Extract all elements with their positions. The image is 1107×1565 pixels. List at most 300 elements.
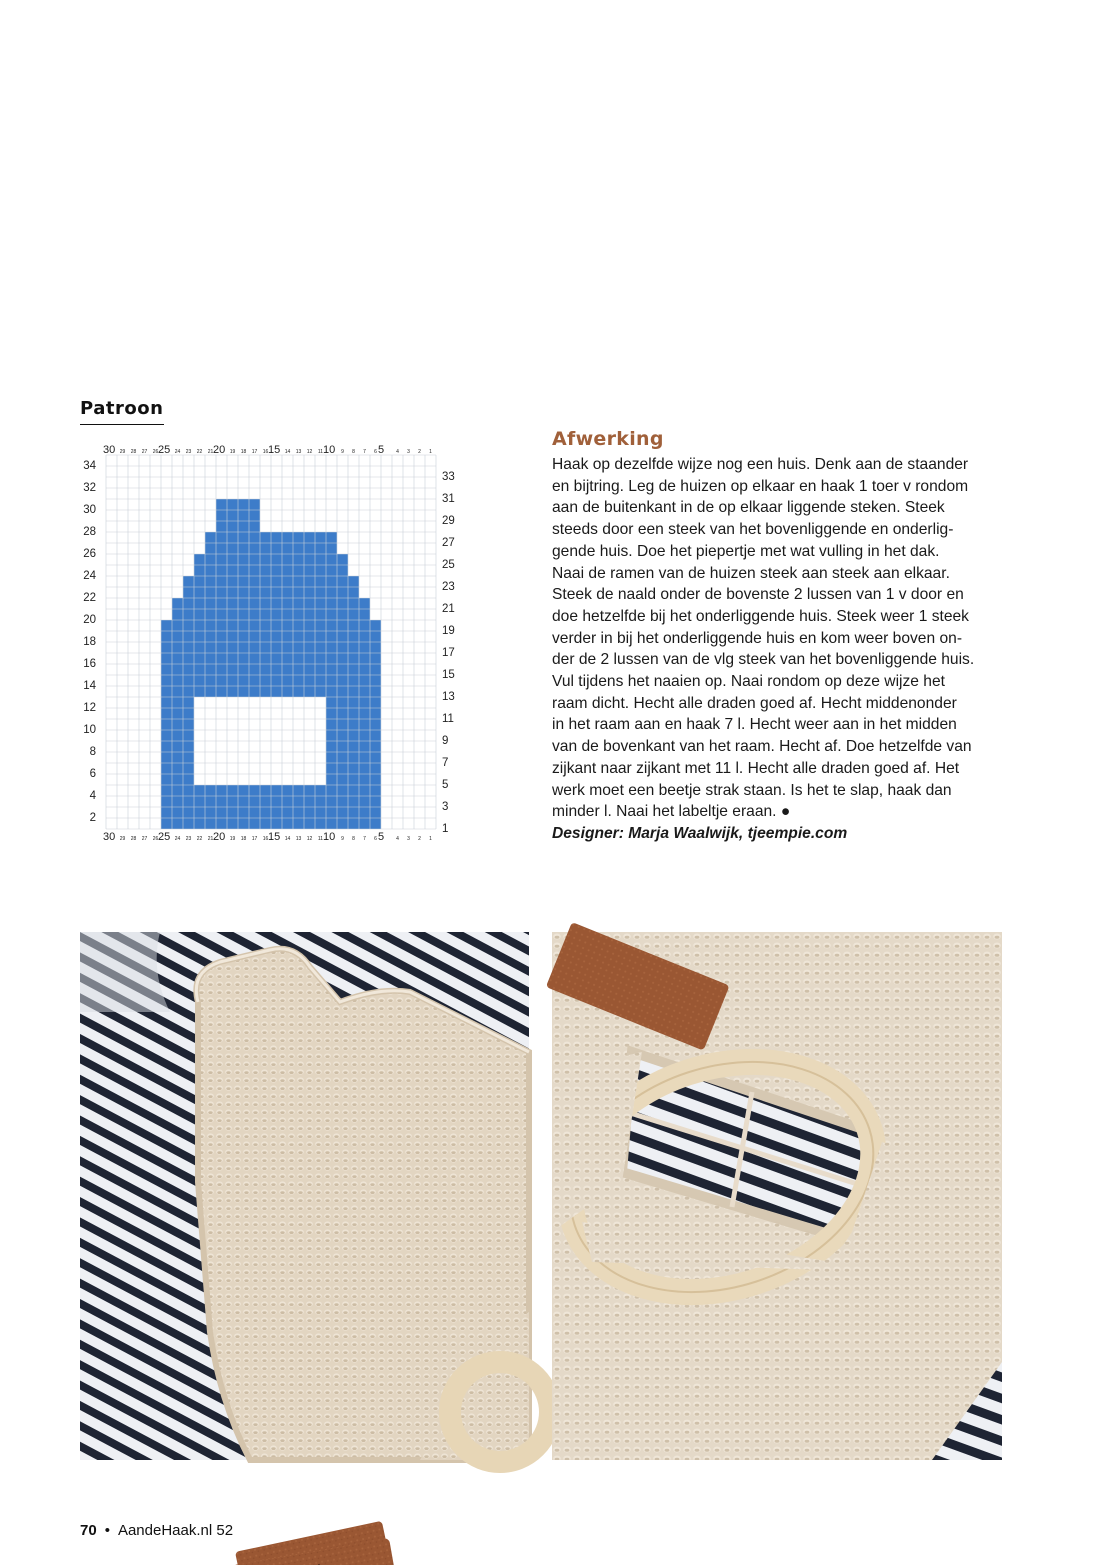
- chart-cell-filled: [161, 620, 172, 631]
- chart-cell-filled: [359, 609, 370, 620]
- instruction-line: gende huis. Doe het piepertje met wat vulling in het dak.: [552, 542, 940, 560]
- chart-cell-filled: [359, 686, 370, 697]
- chart-cell-filled: [172, 752, 183, 763]
- chart-col-label-bottom: 22: [196, 836, 203, 842]
- instruction-line: steeds door een steek van het bovenliggende en onderlig-: [552, 521, 954, 539]
- chart-cell-filled: [326, 587, 337, 598]
- chart-cell-filled: [315, 818, 326, 829]
- chart-cell-filled: [315, 796, 326, 807]
- chart-row-label-right: 25: [442, 558, 455, 571]
- chart-row-label-left: 28: [83, 525, 96, 538]
- chart-cell-filled: [370, 708, 381, 719]
- chart-col-label-top: 5: [378, 444, 385, 456]
- chart-cell-filled: [249, 499, 260, 510]
- chart-cell-filled: [205, 807, 216, 818]
- chart-col-label-bottom: 17: [251, 836, 258, 842]
- chart-cell-filled: [238, 510, 249, 521]
- chart-col-label-bottom: 27: [141, 836, 148, 842]
- chart-col-label-bottom: 21: [207, 836, 214, 842]
- chart-cell-filled: [293, 631, 304, 642]
- chart-cell-filled: [282, 796, 293, 807]
- chart-cell-filled: [238, 664, 249, 675]
- chart-cell-filled: [249, 543, 260, 554]
- chart-cell-filled: [227, 785, 238, 796]
- chart-cell-filled: [304, 664, 315, 675]
- chart-cell-filled: [172, 620, 183, 631]
- chart-cell-filled: [238, 543, 249, 554]
- chart-cell-filled: [260, 653, 271, 664]
- chart-cell-filled: [227, 686, 238, 697]
- chart-cell-filled: [337, 807, 348, 818]
- chart-cell-filled: [337, 598, 348, 609]
- chart-cell-filled: [216, 796, 227, 807]
- chart-cell-filled: [271, 554, 282, 565]
- chart-cell-filled: [172, 631, 183, 642]
- chart-cell-filled: [249, 642, 260, 653]
- chart-cell-filled: [260, 565, 271, 576]
- chart-cell-filled: [161, 807, 172, 818]
- chart-cell-filled: [282, 664, 293, 675]
- chart-cell-filled: [183, 807, 194, 818]
- chart-row-label-left: 30: [83, 503, 96, 516]
- chart-cell-filled: [249, 587, 260, 598]
- chart-cell-filled: [348, 653, 359, 664]
- chart-cell-filled: [348, 631, 359, 642]
- chart-cell-filled: [260, 642, 271, 653]
- chart-cell-filled: [282, 587, 293, 598]
- chart-row-label-left: 12: [83, 701, 96, 714]
- chart-cell-filled: [216, 521, 227, 532]
- chart-cell-filled: [370, 807, 381, 818]
- chart-cell-filled: [260, 609, 271, 620]
- chart-cell-filled: [315, 631, 326, 642]
- chart-cell-filled: [293, 543, 304, 554]
- chart-cell-filled: [304, 587, 315, 598]
- chart-cell-filled: [304, 598, 315, 609]
- chart-cell-filled: [183, 631, 194, 642]
- chart-cell-filled: [216, 543, 227, 554]
- chart-cell-filled: [271, 653, 282, 664]
- chart-cell-filled: [315, 642, 326, 653]
- chart-cell-filled: [293, 565, 304, 576]
- photo-crochet-window-ring: [552, 932, 1002, 1460]
- chart-cell-filled: [293, 620, 304, 631]
- chart-cell-filled: [282, 818, 293, 829]
- chart-cell-filled: [370, 631, 381, 642]
- chart-col-label-bottom: 23: [185, 836, 192, 842]
- chart-cell-filled: [227, 620, 238, 631]
- chart-row-label-left: 22: [83, 591, 96, 604]
- chart-cell-filled: [271, 609, 282, 620]
- chart-cell-filled: [194, 818, 205, 829]
- chart-cell-filled: [216, 609, 227, 620]
- chart-row-label-left: 14: [83, 679, 96, 692]
- chart-cell-filled: [161, 763, 172, 774]
- chart-cell-filled: [348, 609, 359, 620]
- chart-cell-filled: [304, 532, 315, 543]
- chart-cell-filled: [337, 653, 348, 664]
- chart-cell-filled: [260, 796, 271, 807]
- chart-cell-filled: [205, 609, 216, 620]
- chart-cell-filled: [315, 785, 326, 796]
- chart-cell-filled: [326, 664, 337, 675]
- chart-cell-filled: [249, 554, 260, 565]
- chart-cell-filled: [216, 686, 227, 697]
- chart-cell-filled: [249, 818, 260, 829]
- chart-cell-filled: [271, 785, 282, 796]
- chart-cell-filled: [282, 532, 293, 543]
- chart-cell-filled: [337, 587, 348, 598]
- chart-cell-filled: [293, 664, 304, 675]
- chart-cell-filled: [161, 642, 172, 653]
- chart-cell-filled: [326, 807, 337, 818]
- chart-cell-filled: [216, 565, 227, 576]
- chart-cell-filled: [282, 543, 293, 554]
- chart-cell-filled: [227, 587, 238, 598]
- chart-cell-filled: [238, 686, 249, 697]
- chart-cell-filled: [183, 774, 194, 785]
- chart-col-label-top: 4: [396, 449, 399, 455]
- chart-row-label-right: 11: [442, 712, 454, 725]
- chart-cell-filled: [304, 565, 315, 576]
- chart-cell-filled: [260, 785, 271, 796]
- instruction-line: Steek de naald onder de bovenste 2 lussen van 1 v door en: [552, 586, 964, 604]
- chart-cell-filled: [161, 664, 172, 675]
- chart-cell-filled: [293, 686, 304, 697]
- chart-cell-filled: [359, 598, 370, 609]
- chart-col-label-top: 21: [207, 449, 214, 455]
- chart-cell-filled: [293, 576, 304, 587]
- instruction-line: Vul tijdens het naaien op. Naai rondom op deze wijze het: [552, 673, 945, 691]
- chart-row-label-right: 1: [442, 822, 449, 835]
- chart-cell-filled: [227, 675, 238, 686]
- chart-cell-filled: [326, 543, 337, 554]
- chart-cell-filled: [172, 686, 183, 697]
- chart-cell-filled: [249, 521, 260, 532]
- chart-row-label-right: 9: [442, 734, 449, 747]
- chart-cell-filled: [238, 796, 249, 807]
- chart-cell-filled: [326, 631, 337, 642]
- chart-cell-filled: [315, 532, 326, 543]
- chart-cell-filled: [370, 642, 381, 653]
- chart-cell-filled: [172, 642, 183, 653]
- chart-col-label-bottom: 4: [396, 836, 399, 842]
- chart-col-label-bottom: 8: [352, 836, 355, 842]
- chart-cell-filled: [227, 543, 238, 554]
- chart-cell-filled: [337, 664, 348, 675]
- chart-cell-filled: [194, 642, 205, 653]
- chart-row-label-left: 10: [83, 723, 96, 736]
- chart-cell-filled: [205, 653, 216, 664]
- chart-cell-filled: [271, 565, 282, 576]
- chart-col-label-bottom: 9: [341, 836, 344, 842]
- chart-col-label-top: 11: [317, 449, 324, 455]
- chart-cell-filled: [205, 532, 216, 543]
- chart-row-label-right: 13: [442, 690, 455, 703]
- chart-cell-filled: [271, 532, 282, 543]
- chart-cell-filled: [183, 598, 194, 609]
- chart-cell-filled: [348, 818, 359, 829]
- chart-cell-filled: [293, 554, 304, 565]
- chart-cell-filled: [194, 620, 205, 631]
- chart-cell-filled: [238, 642, 249, 653]
- chart-cell-filled: [359, 741, 370, 752]
- chart-cell-filled: [194, 554, 205, 565]
- chart-cell-filled: [172, 664, 183, 675]
- chart-cell-filled: [359, 708, 370, 719]
- chart-cell-filled: [326, 532, 337, 543]
- chart-cell-filled: [260, 807, 271, 818]
- chart-cell-filled: [205, 543, 216, 554]
- chart-cell-filled: [227, 554, 238, 565]
- chart-cell-filled: [370, 730, 381, 741]
- chart-cell-filled: [260, 664, 271, 675]
- chart-cell-filled: [161, 653, 172, 664]
- chart-cell-filled: [337, 719, 348, 730]
- chart-col-label-top: 2: [418, 449, 421, 455]
- chart-row-label-left: 24: [83, 569, 96, 582]
- chart-cell-filled: [227, 532, 238, 543]
- chart-cell-filled: [348, 697, 359, 708]
- chart-cell-filled: [260, 631, 271, 642]
- chart-cell-filled: [271, 686, 282, 697]
- chart-row-label-right: 33: [442, 470, 455, 483]
- chart-cell-filled: [348, 620, 359, 631]
- chart-cell-filled: [205, 598, 216, 609]
- chart-cell-filled: [227, 796, 238, 807]
- chart-col-label-top: 3: [407, 449, 410, 455]
- chart-cell-filled: [370, 741, 381, 752]
- chart-cell-filled: [326, 653, 337, 664]
- chart-cell-filled: [315, 598, 326, 609]
- chart-col-label-top: 14: [284, 449, 291, 455]
- chart-cell-filled: [249, 807, 260, 818]
- chart-cell-filled: [304, 807, 315, 818]
- chart-cell-filled: [293, 609, 304, 620]
- chart-cell-filled: [271, 818, 282, 829]
- chart-col-label-bottom: 6: [374, 836, 377, 842]
- chart-cell-filled: [205, 642, 216, 653]
- chart-cell-filled: [315, 653, 326, 664]
- instruction-line: raam dicht. Hecht alle draden goed af. Hecht middenonder: [552, 694, 957, 712]
- chart-cell-filled: [359, 774, 370, 785]
- chart-cell-filled: [348, 774, 359, 785]
- chart-cell-filled: [161, 675, 172, 686]
- chart-cell-filled: [227, 807, 238, 818]
- chart-cell-filled: [260, 598, 271, 609]
- chart-cell-filled: [194, 796, 205, 807]
- chart-cell-filled: [282, 554, 293, 565]
- chart-col-label-bottom: 20: [213, 831, 226, 843]
- chart-cell-filled: [249, 510, 260, 521]
- chart-cell-filled: [326, 620, 337, 631]
- chart-cell-filled: [172, 796, 183, 807]
- chart-cell-filled: [337, 576, 348, 587]
- chart-cell-filled: [326, 730, 337, 741]
- chart-cell-filled: [172, 609, 183, 620]
- photo-crochet-house-label: [80, 932, 529, 1460]
- instruction-line: in het raam aan en haak 7 l. Hecht weer aan in het midden: [552, 716, 957, 734]
- chart-cell-filled: [370, 697, 381, 708]
- chart-col-label-top: 9: [341, 449, 344, 455]
- section-title-patroon: Patroon: [80, 398, 164, 419]
- chart-cell-filled: [348, 598, 359, 609]
- chart-cell-filled: [216, 818, 227, 829]
- page-footer: [80, 1522, 233, 1539]
- chart-cell-filled: [238, 675, 249, 686]
- chart-col-label-bottom: 10: [323, 831, 336, 843]
- chart-row-label-right: 31: [442, 492, 455, 505]
- chart-cell-filled: [172, 741, 183, 752]
- chart-col-label-bottom: 19: [229, 836, 236, 842]
- chart-col-label-top: 16: [262, 449, 269, 455]
- chart-col-label-top: 27: [141, 449, 148, 455]
- chart-row-label-left: 4: [89, 789, 96, 802]
- chart-cell-filled: [172, 598, 183, 609]
- chart-cell-filled: [315, 675, 326, 686]
- chart-cell-filled: [282, 609, 293, 620]
- chart-cell-filled: [194, 631, 205, 642]
- title-underline: [80, 424, 164, 425]
- chart-cell-filled: [359, 620, 370, 631]
- instruction-line: minder l. Naai het labeltje eraan. ●: [552, 803, 791, 821]
- chart-cell-filled: [172, 653, 183, 664]
- chart-cell-filled: [216, 675, 227, 686]
- chart-cell-filled: [315, 686, 326, 697]
- chart-cell-filled: [161, 697, 172, 708]
- chart-cell-filled: [271, 631, 282, 642]
- chart-cell-filled: [348, 730, 359, 741]
- instruction-line: aan de buitenkant in de op elkaar liggende steken. Steek: [552, 499, 945, 517]
- chart-row-label-right: 15: [442, 668, 455, 681]
- chart-cell-filled: [172, 807, 183, 818]
- chart-cell-filled: [238, 653, 249, 664]
- chart-col-label-bottom: 2: [418, 836, 421, 842]
- chart-cell-filled: [194, 609, 205, 620]
- chart-row-label-right: 7: [442, 756, 449, 769]
- section-title-afwerking: Afwerking: [552, 428, 664, 450]
- chart-cell-filled: [161, 741, 172, 752]
- chart-cell-filled: [216, 642, 227, 653]
- chart-cell-filled: [183, 719, 194, 730]
- chart-cell-filled: [337, 785, 348, 796]
- instruction-line: en bijtring. Leg de huizen op elkaar en haak 1 toer v rondom: [552, 477, 969, 495]
- chart-cell-filled: [260, 675, 271, 686]
- chart-cell-filled: [172, 719, 183, 730]
- chart-col-label-bottom: 13: [295, 836, 302, 842]
- chart-cell-filled: [161, 686, 172, 697]
- chart-cell-filled: [326, 818, 337, 829]
- chart-cell-filled: [326, 785, 337, 796]
- chart-cell-filled: [183, 664, 194, 675]
- chart-cell-filled: [304, 818, 315, 829]
- chart-cell-filled: [216, 620, 227, 631]
- chart-cell-filled: [238, 565, 249, 576]
- crochet-chart: [78, 440, 455, 860]
- chart-cell-filled: [359, 785, 370, 796]
- chart-cell-filled: [271, 807, 282, 818]
- chart-col-label-bottom: 25: [158, 831, 171, 843]
- chart-cell-filled: [304, 631, 315, 642]
- chart-cell-filled: [348, 576, 359, 587]
- chart-cell-filled: [348, 686, 359, 697]
- chart-cell-filled: [271, 598, 282, 609]
- chart-cell-filled: [260, 587, 271, 598]
- chart-cell-filled: [370, 774, 381, 785]
- chart-row-label-left: 2: [89, 811, 96, 824]
- chart-cell-filled: [359, 719, 370, 730]
- chart-cell-filled: [337, 818, 348, 829]
- chart-cell-filled: [315, 609, 326, 620]
- chart-cell-filled: [282, 686, 293, 697]
- chart-cell-filled: [326, 719, 337, 730]
- chart-cell-filled: [205, 796, 216, 807]
- chart-col-label-top: 1: [429, 449, 432, 455]
- chart-cell-filled: [183, 620, 194, 631]
- chart-cell-filled: [304, 543, 315, 554]
- chart-row-label-left: 26: [83, 547, 96, 560]
- chart-cell-filled: [348, 719, 359, 730]
- chart-col-label-bottom: 12: [306, 836, 313, 842]
- chart-cell-filled: [337, 565, 348, 576]
- chart-cell-filled: [161, 785, 172, 796]
- chart-cell-filled: [183, 730, 194, 741]
- chart-cell-filled: [172, 763, 183, 774]
- chart-cell-filled: [359, 631, 370, 642]
- chart-cell-filled: [216, 807, 227, 818]
- chart-cell-filled: [326, 642, 337, 653]
- chart-cell-filled: [293, 598, 304, 609]
- chart-cell-filled: [249, 664, 260, 675]
- chart-col-label-bottom: 5: [378, 831, 385, 843]
- chart-cell-filled: [293, 818, 304, 829]
- chart-row-label-right: 5: [442, 778, 449, 791]
- chart-col-label-bottom: 18: [240, 836, 247, 842]
- chart-row-label-left: 18: [83, 635, 96, 648]
- chart-cell-filled: [348, 752, 359, 763]
- chart-cell-filled: [194, 598, 205, 609]
- chart-cell-filled: [370, 620, 381, 631]
- chart-cell-filled: [315, 554, 326, 565]
- chart-cell-filled: [337, 741, 348, 752]
- chart-cell-filled: [326, 565, 337, 576]
- chart-cell-filled: [282, 653, 293, 664]
- chart-cell-filled: [293, 587, 304, 598]
- footer-bullet: •: [104, 1522, 110, 1539]
- chart-cell-filled: [337, 554, 348, 565]
- chart-cell-filled: [238, 620, 249, 631]
- magazine-issue: AandeHaak.nl 52: [117, 1522, 234, 1539]
- chart-cell-filled: [183, 675, 194, 686]
- chart-cell-filled: [337, 774, 348, 785]
- chart-cell-filled: [238, 609, 249, 620]
- chart-row-label-left: 16: [83, 657, 96, 670]
- chart-col-label-bottom: 14: [284, 836, 291, 842]
- chart-col-label-top: 15: [268, 444, 281, 456]
- chart-cell-filled: [326, 598, 337, 609]
- chart-cell-filled: [304, 675, 315, 686]
- chart-cell-filled: [282, 675, 293, 686]
- chart-cell-filled: [194, 785, 205, 796]
- chart-cell-filled: [183, 587, 194, 598]
- chart-cell-filled: [326, 763, 337, 774]
- chart-cell-filled: [359, 807, 370, 818]
- chart-cell-filled: [359, 796, 370, 807]
- chart-cell-filled: [194, 565, 205, 576]
- instruction-line: van de bovenkant van het raam. Hecht af. Doe hetzelfde van: [552, 738, 972, 756]
- chart-cell-filled: [238, 521, 249, 532]
- chart-cell-filled: [249, 785, 260, 796]
